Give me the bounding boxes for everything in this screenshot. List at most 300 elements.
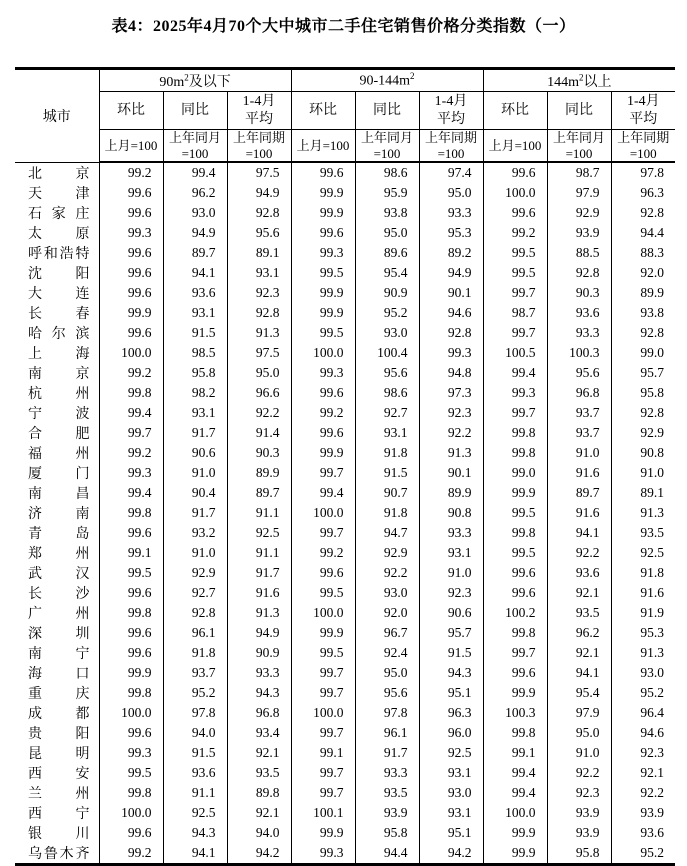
value-cell: 100.2 bbox=[483, 603, 547, 623]
base-index-header: 上年同月 =100 bbox=[163, 130, 227, 163]
value-cell: 91.8 bbox=[640, 564, 665, 580]
table-row bbox=[15, 783, 675, 803]
value-cell: 92.1 bbox=[547, 583, 611, 603]
value-cell: 90.6 bbox=[419, 603, 483, 623]
table-row bbox=[15, 763, 675, 783]
value-cell: 99.9 bbox=[483, 483, 547, 503]
value-cell: 89.7 bbox=[163, 243, 227, 263]
table-row bbox=[15, 162, 675, 183]
value-cell: 96.3 bbox=[419, 703, 483, 723]
table-row bbox=[15, 803, 675, 823]
table-body bbox=[15, 162, 675, 864]
header-row-base bbox=[15, 130, 675, 163]
value-cell: 92.3 bbox=[547, 783, 611, 803]
value-cell: 98.6 bbox=[355, 162, 419, 183]
value-cell: 93.9 bbox=[355, 803, 419, 823]
value-cell: 99.8 bbox=[483, 623, 547, 643]
value-cell: 99.6 bbox=[99, 183, 163, 203]
value-cell: 100.0 bbox=[483, 183, 547, 203]
value-cell: 98.7 bbox=[547, 162, 611, 183]
value-cell: 91.8 bbox=[163, 643, 227, 663]
value-cell: 99.4 bbox=[99, 403, 163, 423]
city-cell: 南昌 bbox=[15, 483, 99, 503]
value-cell: 89.6 bbox=[355, 243, 419, 263]
value-cell: 94.6 bbox=[640, 724, 665, 740]
city-cell: 大连 bbox=[15, 283, 99, 303]
value-cell: 92.0 bbox=[640, 264, 665, 280]
value-cell: 99.5 bbox=[483, 543, 547, 563]
value-cell: 93.7 bbox=[547, 423, 611, 443]
value-cell: 96.0 bbox=[419, 723, 483, 743]
value-cell: 99.9 bbox=[291, 443, 355, 463]
table-row bbox=[15, 503, 675, 523]
table-row bbox=[15, 383, 675, 403]
value-cell: 95.6 bbox=[355, 363, 419, 383]
value-cell: 93.6 bbox=[163, 283, 227, 303]
table-row bbox=[15, 403, 675, 423]
value-cell: 95.8 bbox=[640, 384, 665, 400]
table-row bbox=[15, 623, 675, 643]
group-header-1 bbox=[291, 69, 483, 92]
value-cell: 95.0 bbox=[547, 723, 611, 743]
value-cell: 89.1 bbox=[227, 243, 291, 263]
value-cell: 93.7 bbox=[163, 663, 227, 683]
value-cell: 95.8 bbox=[547, 843, 611, 865]
value-cell: 91.7 bbox=[227, 563, 291, 583]
base-index-header: 上月=100 bbox=[291, 130, 355, 163]
value-cell: 99.9 bbox=[483, 843, 547, 865]
city-cell: 沈阳 bbox=[15, 263, 99, 283]
value-cell: 91.5 bbox=[163, 743, 227, 763]
value-cell: 93.5 bbox=[355, 783, 419, 803]
value-cell: 96.2 bbox=[163, 183, 227, 203]
value-cell: 93.1 bbox=[419, 763, 483, 783]
table-row bbox=[15, 263, 675, 283]
value-cell: 93.0 bbox=[163, 203, 227, 223]
value-cell: 92.8 bbox=[227, 303, 291, 323]
value-cell: 99.8 bbox=[99, 503, 163, 523]
value-cell: 99.5 bbox=[291, 323, 355, 343]
value-cell: 92.8 bbox=[640, 404, 665, 420]
value-cell: 99.8 bbox=[483, 423, 547, 443]
city-cell: 乌鲁木齐 bbox=[15, 843, 99, 865]
value-cell: 97.5 bbox=[227, 162, 291, 183]
value-cell: 99.2 bbox=[99, 843, 163, 865]
table-row bbox=[15, 643, 675, 663]
value-cell: 99.3 bbox=[99, 223, 163, 243]
value-cell: 93.3 bbox=[227, 663, 291, 683]
value-cell: 93.3 bbox=[547, 323, 611, 343]
city-cell: 青岛 bbox=[15, 523, 99, 543]
group-label-superscript: 2 bbox=[184, 71, 189, 82]
city-cell: 杭州 bbox=[15, 383, 99, 403]
value-cell: 92.9 bbox=[547, 203, 611, 223]
city-column-header: 城市 bbox=[15, 69, 99, 163]
value-cell: 99.8 bbox=[483, 723, 547, 743]
value-cell: 95.4 bbox=[547, 683, 611, 703]
value-cell: 99.9 bbox=[291, 623, 355, 643]
value-cell: 88.5 bbox=[547, 243, 611, 263]
value-cell: 99.5 bbox=[483, 263, 547, 283]
value-cell: 99.2 bbox=[483, 223, 547, 243]
header-row-metrics bbox=[15, 92, 675, 130]
value-cell: 99.9 bbox=[99, 663, 163, 683]
city-cell: 石家庄 bbox=[15, 203, 99, 223]
value-cell: 99.1 bbox=[99, 543, 163, 563]
table-row bbox=[15, 363, 675, 383]
value-cell: 92.1 bbox=[547, 643, 611, 663]
value-cell: 92.5 bbox=[419, 743, 483, 763]
value-cell: 99.5 bbox=[99, 763, 163, 783]
value-cell: 95.4 bbox=[355, 263, 419, 283]
value-cell: 93.0 bbox=[640, 664, 665, 680]
value-cell: 92.0 bbox=[355, 603, 419, 623]
value-cell: 92.2 bbox=[355, 563, 419, 583]
table-row bbox=[15, 723, 675, 743]
value-cell: 92.8 bbox=[227, 203, 291, 223]
value-cell: 93.1 bbox=[163, 403, 227, 423]
value-cell: 99.7 bbox=[291, 783, 355, 803]
value-cell: 94.9 bbox=[419, 263, 483, 283]
value-cell: 91.3 bbox=[640, 504, 665, 520]
city-cell: 深圳 bbox=[15, 623, 99, 643]
value-cell: 99.7 bbox=[291, 723, 355, 743]
value-cell: 94.7 bbox=[355, 523, 419, 543]
city-cell: 广州 bbox=[15, 603, 99, 623]
base-index-header: 上月=100 bbox=[483, 130, 547, 163]
value-cell: 94.9 bbox=[227, 183, 291, 203]
city-cell: 南宁 bbox=[15, 643, 99, 663]
value-cell: 100.3 bbox=[547, 343, 611, 363]
value-cell: 99.6 bbox=[291, 383, 355, 403]
value-cell: 92.9 bbox=[640, 424, 665, 440]
value-cell: 92.7 bbox=[355, 403, 419, 423]
value-cell: 92.2 bbox=[419, 423, 483, 443]
value-cell: 92.5 bbox=[163, 803, 227, 823]
base-index-header: 上年同月 =100 bbox=[355, 130, 419, 163]
value-cell: 96.1 bbox=[355, 723, 419, 743]
value-cell: 94.8 bbox=[419, 363, 483, 383]
value-cell: 93.8 bbox=[355, 203, 419, 223]
base-index-header: 上年同期 =100 bbox=[227, 130, 291, 163]
group-label-pre: 90m bbox=[159, 74, 185, 90]
value-cell: 93.6 bbox=[640, 824, 665, 840]
value-cell: 97.4 bbox=[419, 162, 483, 183]
value-cell: 90.9 bbox=[355, 283, 419, 303]
value-cell: 95.8 bbox=[355, 823, 419, 843]
metric-header: 1-4月 平均 bbox=[611, 92, 675, 130]
value-cell: 94.9 bbox=[163, 223, 227, 243]
value-cell: 99.8 bbox=[483, 443, 547, 463]
value-cell: 99.4 bbox=[483, 783, 547, 803]
city-cell: 福州 bbox=[15, 443, 99, 463]
value-cell: 93.3 bbox=[355, 763, 419, 783]
value-cell: 99.6 bbox=[483, 162, 547, 183]
metric-header: 环比 bbox=[99, 92, 163, 130]
value-cell: 99.9 bbox=[291, 823, 355, 843]
value-cell: 91.0 bbox=[163, 463, 227, 483]
table-row bbox=[15, 463, 675, 483]
value-cell: 93.2 bbox=[163, 523, 227, 543]
value-cell: 97.8 bbox=[355, 703, 419, 723]
value-cell: 100.0 bbox=[99, 343, 163, 363]
value-cell: 92.2 bbox=[227, 403, 291, 423]
value-cell: 93.9 bbox=[547, 823, 611, 843]
value-cell: 90.3 bbox=[547, 283, 611, 303]
value-cell: 91.7 bbox=[163, 423, 227, 443]
value-cell: 99.3 bbox=[291, 243, 355, 263]
value-cell: 99.7 bbox=[291, 663, 355, 683]
value-cell: 93.0 bbox=[355, 583, 419, 603]
value-cell: 93.1 bbox=[227, 263, 291, 283]
value-cell: 100.0 bbox=[291, 343, 355, 363]
value-cell: 99.6 bbox=[99, 823, 163, 843]
value-cell: 95.0 bbox=[355, 223, 419, 243]
value-cell: 91.1 bbox=[163, 783, 227, 803]
table-row bbox=[15, 443, 675, 463]
city-cell: 长沙 bbox=[15, 583, 99, 603]
value-cell: 95.2 bbox=[640, 844, 665, 860]
city-cell: 南京 bbox=[15, 363, 99, 383]
value-cell: 99.7 bbox=[483, 403, 547, 423]
value-cell: 92.3 bbox=[227, 283, 291, 303]
value-cell: 91.6 bbox=[227, 583, 291, 603]
value-cell: 89.8 bbox=[227, 783, 291, 803]
value-cell: 96.2 bbox=[547, 623, 611, 643]
value-cell: 99.4 bbox=[163, 162, 227, 183]
value-cell: 99.6 bbox=[99, 723, 163, 743]
city-cell: 北京 bbox=[15, 162, 99, 183]
value-cell: 89.9 bbox=[640, 284, 665, 300]
value-cell: 99.6 bbox=[99, 203, 163, 223]
metric-header: 1-4月 平均 bbox=[419, 92, 483, 130]
table-row bbox=[15, 523, 675, 543]
value-cell: 92.1 bbox=[227, 743, 291, 763]
value-cell: 99.7 bbox=[483, 643, 547, 663]
value-cell: 95.6 bbox=[227, 223, 291, 243]
group-header-0 bbox=[99, 69, 291, 92]
value-cell: 99.6 bbox=[291, 162, 355, 183]
value-cell: 90.1 bbox=[419, 283, 483, 303]
value-cell: 95.0 bbox=[419, 183, 483, 203]
table-row bbox=[15, 563, 675, 583]
table-row bbox=[15, 683, 675, 703]
value-cell: 99.1 bbox=[291, 743, 355, 763]
value-cell: 100.0 bbox=[291, 603, 355, 623]
value-cell: 94.1 bbox=[163, 263, 227, 283]
value-cell: 94.4 bbox=[355, 843, 419, 865]
value-cell: 95.9 bbox=[355, 183, 419, 203]
value-cell: 98.5 bbox=[163, 343, 227, 363]
value-cell: 99.9 bbox=[483, 683, 547, 703]
value-cell: 91.6 bbox=[547, 463, 611, 483]
value-cell: 99.4 bbox=[291, 483, 355, 503]
value-cell: 99.6 bbox=[99, 583, 163, 603]
group-label-pre: 90-144m bbox=[359, 73, 411, 89]
metric-header: 1-4月 平均 bbox=[227, 92, 291, 130]
value-cell: 93.1 bbox=[355, 423, 419, 443]
value-cell: 91.5 bbox=[355, 463, 419, 483]
value-cell: 89.2 bbox=[419, 243, 483, 263]
value-cell: 99.5 bbox=[291, 263, 355, 283]
value-cell: 95.2 bbox=[163, 683, 227, 703]
value-cell: 100.0 bbox=[99, 803, 163, 823]
value-cell: 93.9 bbox=[547, 803, 611, 823]
value-cell: 99.3 bbox=[99, 743, 163, 763]
value-cell: 91.0 bbox=[640, 464, 665, 480]
value-cell: 99.7 bbox=[291, 523, 355, 543]
value-cell: 91.8 bbox=[355, 503, 419, 523]
value-cell: 92.1 bbox=[227, 803, 291, 823]
value-cell: 95.2 bbox=[640, 684, 665, 700]
value-cell: 92.3 bbox=[640, 744, 665, 760]
value-cell: 99.0 bbox=[640, 344, 665, 360]
value-cell: 99.9 bbox=[291, 303, 355, 323]
value-cell: 91.9 bbox=[640, 604, 665, 620]
value-cell: 89.7 bbox=[547, 483, 611, 503]
value-cell: 92.3 bbox=[419, 583, 483, 603]
value-cell: 97.8 bbox=[640, 164, 665, 180]
value-cell: 99.6 bbox=[291, 423, 355, 443]
table-row bbox=[15, 543, 675, 563]
header-row-groups bbox=[15, 69, 675, 92]
value-cell: 91.0 bbox=[419, 563, 483, 583]
table-row bbox=[15, 663, 675, 683]
value-cell: 99.6 bbox=[483, 563, 547, 583]
table-row bbox=[15, 843, 675, 865]
value-cell: 93.1 bbox=[419, 803, 483, 823]
document-page bbox=[0, 13, 687, 862]
value-cell: 95.7 bbox=[419, 623, 483, 643]
value-cell: 99.7 bbox=[291, 763, 355, 783]
value-cell: 95.6 bbox=[547, 363, 611, 383]
value-cell: 91.5 bbox=[163, 323, 227, 343]
metric-header: 同比 bbox=[547, 92, 611, 130]
value-cell: 93.6 bbox=[547, 563, 611, 583]
value-cell: 99.7 bbox=[291, 463, 355, 483]
value-cell: 95.0 bbox=[355, 663, 419, 683]
value-cell: 90.6 bbox=[163, 443, 227, 463]
city-cell: 厦门 bbox=[15, 463, 99, 483]
value-cell: 94.2 bbox=[227, 843, 291, 865]
city-cell: 呼和浩特 bbox=[15, 243, 99, 263]
value-cell: 97.3 bbox=[419, 383, 483, 403]
value-cell: 98.2 bbox=[163, 383, 227, 403]
value-cell: 89.7 bbox=[227, 483, 291, 503]
value-cell: 90.8 bbox=[419, 503, 483, 523]
value-cell: 89.9 bbox=[227, 463, 291, 483]
value-cell: 90.9 bbox=[227, 643, 291, 663]
value-cell: 95.1 bbox=[419, 683, 483, 703]
value-cell: 100.4 bbox=[355, 343, 419, 363]
value-cell: 95.3 bbox=[419, 223, 483, 243]
base-index-header: 上年同期 =100 bbox=[611, 130, 675, 163]
value-cell: 92.8 bbox=[640, 204, 665, 220]
base-index-header: 上月=100 bbox=[99, 130, 163, 163]
value-cell: 92.3 bbox=[419, 403, 483, 423]
table-row bbox=[15, 323, 675, 343]
value-cell: 99.9 bbox=[291, 183, 355, 203]
value-cell: 93.9 bbox=[547, 223, 611, 243]
value-cell: 94.2 bbox=[419, 843, 483, 865]
value-cell: 92.4 bbox=[355, 643, 419, 663]
value-cell: 91.8 bbox=[355, 443, 419, 463]
value-cell: 99.3 bbox=[291, 363, 355, 383]
city-cell: 合肥 bbox=[15, 423, 99, 443]
value-cell: 95.7 bbox=[640, 364, 665, 380]
table-row bbox=[15, 343, 675, 363]
value-cell: 90.7 bbox=[355, 483, 419, 503]
city-cell: 哈尔滨 bbox=[15, 323, 99, 343]
value-cell: 99.6 bbox=[483, 663, 547, 683]
value-cell: 99.2 bbox=[99, 363, 163, 383]
value-cell: 91.4 bbox=[227, 423, 291, 443]
base-index-header: 上年同月 =100 bbox=[547, 130, 611, 163]
value-cell: 99.6 bbox=[291, 563, 355, 583]
value-cell: 91.6 bbox=[640, 584, 665, 600]
value-cell: 93.8 bbox=[640, 304, 665, 320]
price-index-table bbox=[15, 67, 675, 866]
value-cell: 91.3 bbox=[419, 443, 483, 463]
value-cell: 93.0 bbox=[419, 783, 483, 803]
value-cell: 91.1 bbox=[227, 503, 291, 523]
value-cell: 99.7 bbox=[483, 283, 547, 303]
value-cell: 97.5 bbox=[227, 343, 291, 363]
value-cell: 91.3 bbox=[227, 603, 291, 623]
city-cell: 兰州 bbox=[15, 783, 99, 803]
table-row bbox=[15, 483, 675, 503]
value-cell: 95.0 bbox=[227, 363, 291, 383]
value-cell: 94.1 bbox=[547, 663, 611, 683]
value-cell: 94.3 bbox=[419, 663, 483, 683]
value-cell: 99.6 bbox=[99, 283, 163, 303]
metric-header: 同比 bbox=[355, 92, 419, 130]
value-cell: 100.0 bbox=[291, 703, 355, 723]
value-cell: 99.8 bbox=[99, 783, 163, 803]
value-cell: 92.8 bbox=[640, 324, 665, 340]
value-cell: 96.6 bbox=[227, 383, 291, 403]
value-cell: 99.5 bbox=[483, 503, 547, 523]
value-cell: 97.9 bbox=[547, 183, 611, 203]
value-cell: 92.9 bbox=[355, 543, 419, 563]
value-cell: 97.8 bbox=[163, 703, 227, 723]
value-cell: 90.3 bbox=[227, 443, 291, 463]
value-cell: 92.2 bbox=[640, 784, 665, 800]
value-cell: 98.6 bbox=[355, 383, 419, 403]
value-cell: 99.6 bbox=[99, 523, 163, 543]
base-index-header: 上年同期 =100 bbox=[419, 130, 483, 163]
value-cell: 99.2 bbox=[291, 403, 355, 423]
value-cell: 89.9 bbox=[419, 483, 483, 503]
value-cell: 96.3 bbox=[640, 184, 665, 200]
value-cell: 100.0 bbox=[291, 503, 355, 523]
value-cell: 92.8 bbox=[163, 603, 227, 623]
value-cell: 91.0 bbox=[163, 543, 227, 563]
value-cell: 99.4 bbox=[99, 483, 163, 503]
city-cell: 济南 bbox=[15, 503, 99, 523]
value-cell: 99.8 bbox=[99, 683, 163, 703]
value-cell: 95.2 bbox=[355, 303, 419, 323]
value-cell: 99.9 bbox=[291, 203, 355, 223]
value-cell: 99.2 bbox=[99, 162, 163, 183]
value-cell: 100.0 bbox=[99, 703, 163, 723]
value-cell: 99.3 bbox=[291, 843, 355, 865]
value-cell: 94.0 bbox=[227, 823, 291, 843]
value-cell: 93.1 bbox=[163, 303, 227, 323]
value-cell: 93.4 bbox=[227, 723, 291, 743]
group-label-superscript: 2 bbox=[410, 71, 415, 82]
value-cell: 93.5 bbox=[227, 763, 291, 783]
